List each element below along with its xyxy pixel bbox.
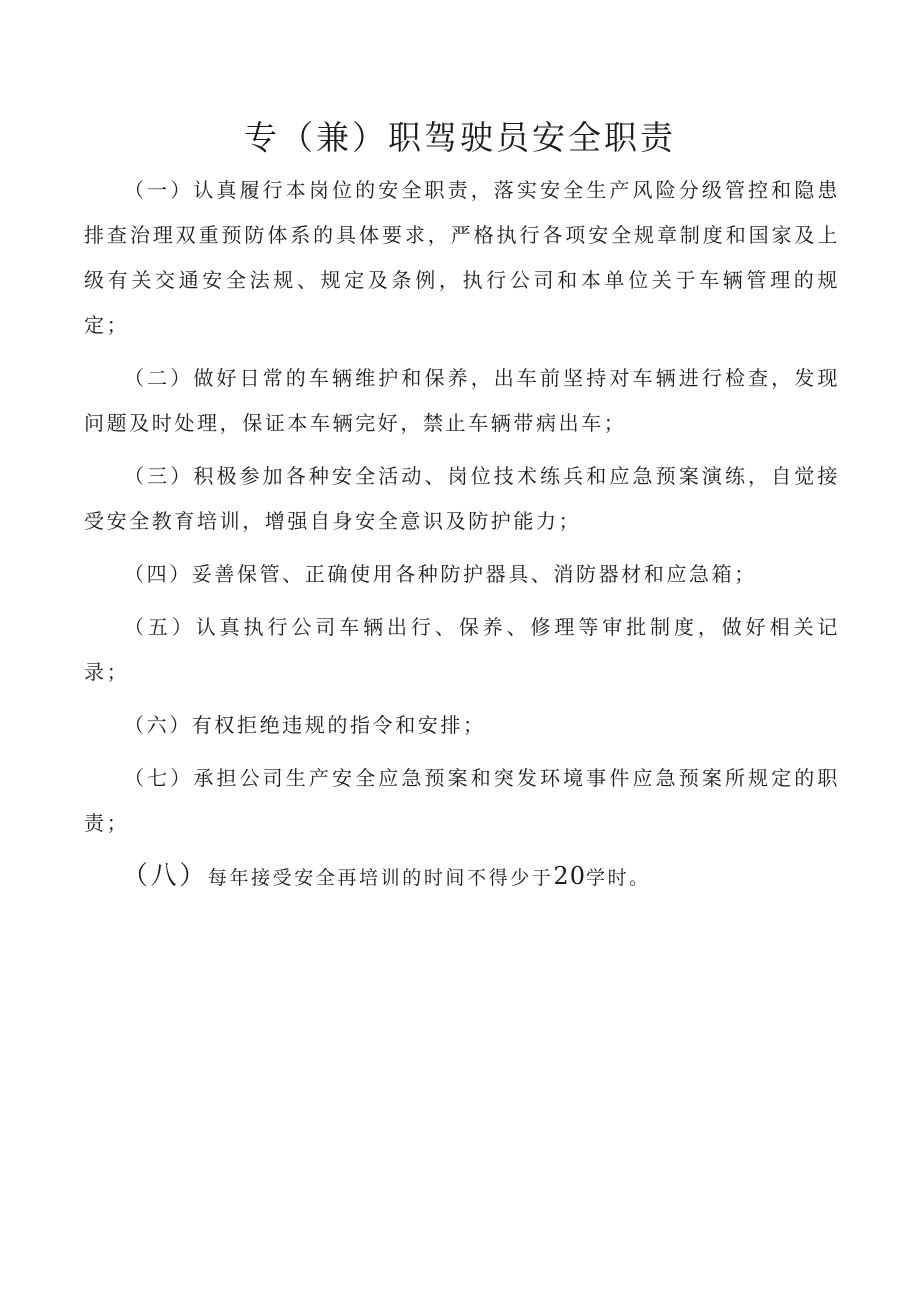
- document-body: [84, 168, 840, 909]
- duty-item-8-hours: 20: [553, 862, 586, 890]
- duty-item-5: （五）认真执行公司车辆出行、保养、修理等审批制度，做好相关记录；: [84, 615, 840, 684]
- duty-item-8-text-after: 学时。: [585, 867, 651, 889]
- duty-item-1: （一）认真履行本岗位的安全职责，落实安全生产风险分级管控和隐患排查治理双重预防体系的具体要求，严格执行各项安全规章制度和国家及上级有关交通安全法规、规定及条例，执行公司和本单位关于车辆管理的规定；: [84, 178, 840, 337]
- document-title: 专（兼）职驾驶员安全职责: [244, 118, 676, 157]
- duty-item-6: （六）有权拒绝违规的指令和安排；: [124, 713, 486, 737]
- duty-item-7: （七）承担公司生产安全应急预案和突发环境事件应急预案所规定的职责；: [84, 766, 840, 835]
- duty-item-8-text-before: 每年接受安全再培训的时间不得少于: [207, 867, 554, 889]
- duty-item-4: （四）妥善保管、正确使用各种防护器具、消防器材和应急箱；: [124, 562, 757, 586]
- duty-item-3: （三）积极参加各种安全活动、岗位技术练兵和应急预案演练，自觉接受安全教育培训，增强自身安全意识及防护能力；: [84, 464, 840, 533]
- duty-item-2: （二）做好日常的车辆维护和保养，出车前坚持对车辆进行检查，发现问题及时处理，保证本车辆完好，禁止车辆带病出车；: [84, 366, 840, 435]
- duty-item-8: [84, 854, 840, 901]
- duty-item-8-label: （八）: [122, 861, 208, 891]
